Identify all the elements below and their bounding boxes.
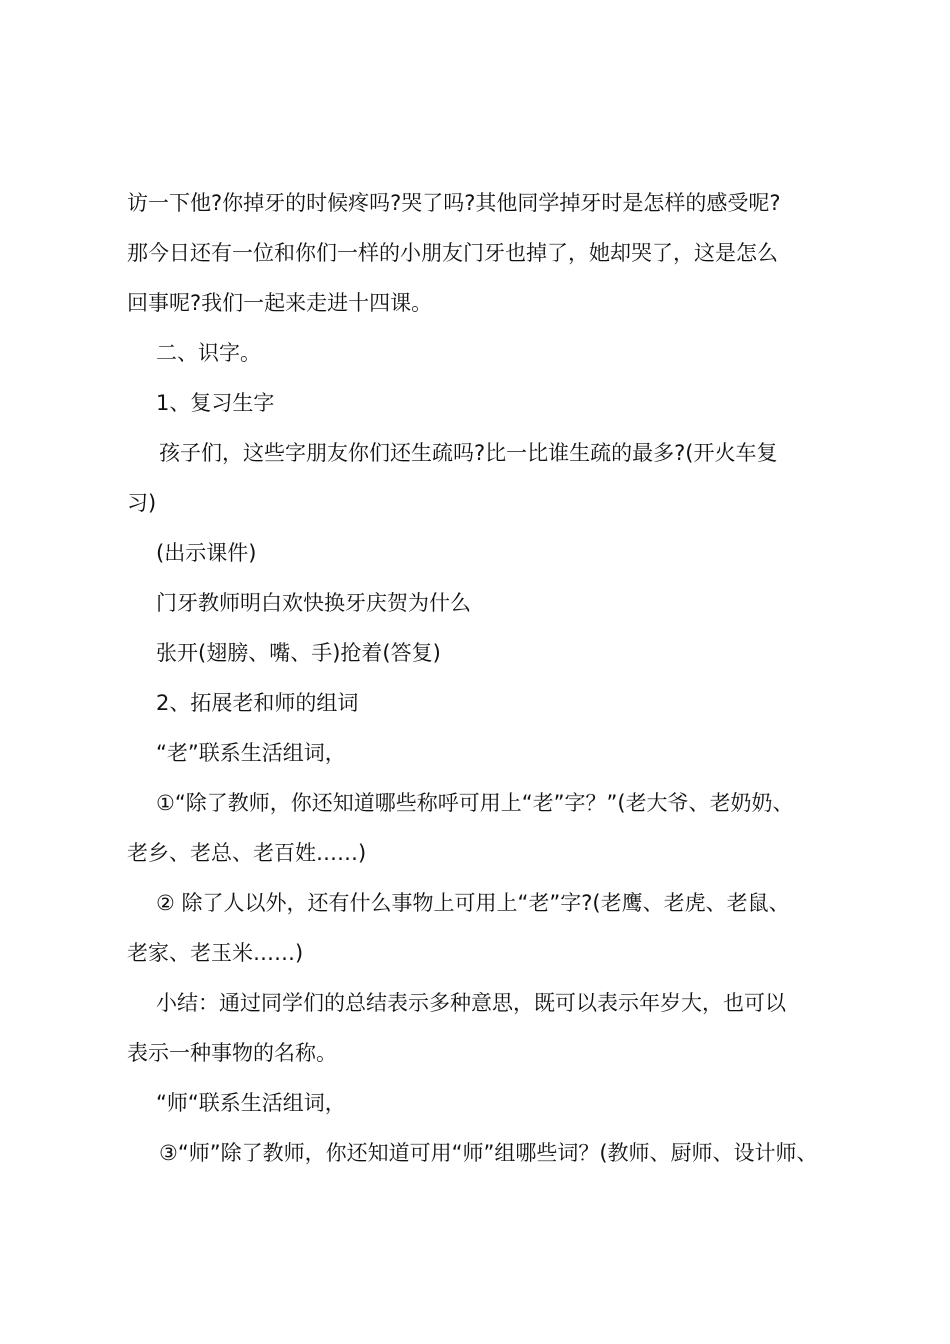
text-line: 张开(翅膀、嘴、手)抢着(答复)	[156, 641, 441, 665]
text-line: “老”联系生活组词，	[156, 741, 346, 765]
section-heading: 二、识字。	[156, 341, 261, 365]
text-line: 访一下他?你掉牙的时候疼吗?哭了吗?其他同学掉牙时是怎样的感受呢?	[127, 191, 781, 215]
subsection-heading: 1、复习生字	[156, 391, 275, 415]
text-line: 回事呢?我们一起来走进十四课。	[127, 291, 433, 315]
subsection-heading: 2、拓展老和师的组词	[156, 691, 359, 715]
text-line: 表示一种事物的名称。	[127, 1041, 337, 1065]
text-line: ② 除了人以外，还有什么事物上可用上“老”字?(老鹰、老虎、老鼠、	[156, 891, 790, 915]
text-line: ③“师”除了教师，你还知道可用“师”组哪些词？(教师、厨师、设计师、	[159, 1141, 818, 1165]
text-line: 小结：通过同学们的总结表示多种意思，既可以表示年岁大，也可以	[156, 991, 786, 1015]
text-line: 老乡、老总、老百姓……)	[127, 841, 367, 865]
document-body	[127, 178, 847, 1178]
text-line: (出示课件)	[156, 541, 257, 565]
text-line: 老家、老玉米……)	[127, 941, 304, 965]
text-line: 习)	[127, 491, 157, 515]
text-line: 那今日还有一位和你们一样的小朋友门牙也掉了，她却哭了，这是怎么	[127, 241, 778, 265]
text-line: “师“联系生活组词，	[156, 1091, 346, 1115]
text-line: ①“除了教师，你还知道哪些称呼可用上“老”字？”(老大爷、老奶奶、	[156, 791, 794, 815]
text-line: 门牙教师明白欢快换牙庆贺为什么	[156, 591, 471, 615]
text-line: 孩子们，这些字朋友你们还生疏吗?比一比谁生疏的最多?(开火车复	[159, 441, 778, 465]
